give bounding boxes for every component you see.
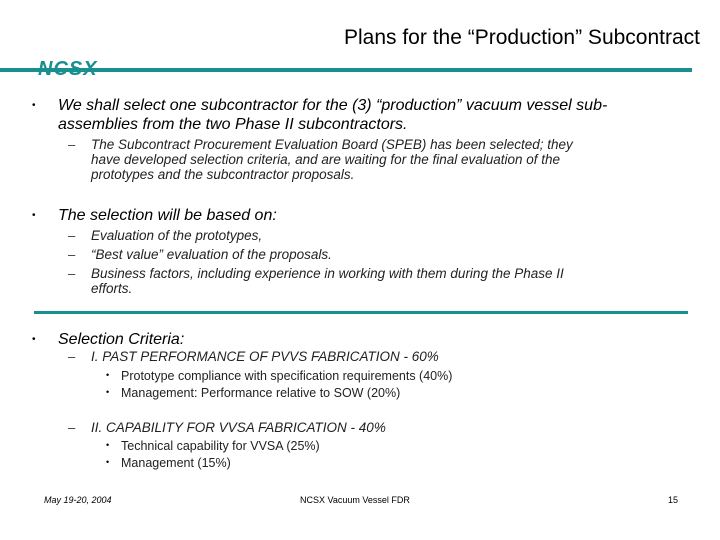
bullet-1-text bbox=[58, 96, 607, 134]
bullet-1-subitem-1 bbox=[91, 137, 573, 182]
bullet-marker: • bbox=[32, 210, 36, 221]
bullet-marker: • bbox=[32, 334, 36, 345]
section-divider bbox=[34, 311, 688, 314]
footer-date: May 19-20, 2004 bbox=[44, 495, 112, 505]
subitem-line: Business factors, including experience in working with them during the Phase II bbox=[91, 266, 564, 281]
dash-marker: – bbox=[68, 420, 76, 435]
sub-bullet-marker: • bbox=[106, 387, 110, 397]
bullet-1-line-1: We shall select one subcontractor for the (3) “production” vacuum vessel sub- bbox=[58, 97, 608, 114]
page-number: 15 bbox=[668, 495, 679, 505]
dash-marker: – bbox=[68, 266, 76, 281]
criteria-1-item-2: Management: Performance relative to SOW (20%) bbox=[121, 386, 401, 400]
bullet-2-subitem-2: “Best value” evaluation of the proposals. bbox=[91, 247, 332, 262]
header-rule bbox=[0, 68, 692, 72]
bullet-2-subitem-3 bbox=[91, 266, 564, 296]
bullet-3-text: Selection Criteria: bbox=[58, 331, 185, 348]
sub-bullet-marker: • bbox=[106, 370, 110, 380]
footer-center-text: NCSX Vacuum Vessel FDR bbox=[300, 495, 410, 505]
sub-bullet-marker: • bbox=[106, 457, 110, 467]
criteria-1-heading: I. PAST PERFORMANCE OF PVVS FABRICATION - 60% bbox=[91, 349, 439, 364]
slide-title: Plans for the “Production” Subcontract bbox=[343, 26, 700, 49]
dash-marker: – bbox=[68, 137, 76, 152]
criteria-2-item-1: Technical capability for VVSA (25%) bbox=[121, 439, 320, 453]
subitem-line: The Subcontract Procurement Evaluation Board (SPEB) has been selected; they bbox=[91, 137, 573, 152]
dash-marker: – bbox=[68, 349, 76, 364]
bullet-2-text: The selection will be based on: bbox=[58, 207, 277, 224]
subitem-line: efforts. bbox=[91, 281, 133, 296]
criteria-2-heading: II. CAPABILITY FOR VVSA FABRICATION - 40% bbox=[91, 420, 386, 435]
bullet-marker: • bbox=[32, 100, 36, 111]
ncsx-logo: NCSX bbox=[38, 58, 98, 80]
sub-bullet-marker: • bbox=[106, 440, 110, 450]
subitem-line: have developed selection criteria, and are waiting for the final evaluation of the bbox=[91, 152, 561, 167]
criteria-1-item-1: Prototype compliance with specification requirements (40%) bbox=[121, 369, 453, 383]
subitem-line: prototypes and the subcontractor proposals. bbox=[91, 167, 355, 182]
criteria-2-item-2: Management (15%) bbox=[121, 456, 231, 470]
bullet-2-subitem-1: Evaluation of the prototypes, bbox=[91, 228, 263, 243]
dash-marker: – bbox=[68, 228, 76, 243]
dash-marker: – bbox=[68, 247, 76, 262]
bullet-1-line-2: assemblies from the two Phase II subcontractors. bbox=[58, 116, 408, 133]
